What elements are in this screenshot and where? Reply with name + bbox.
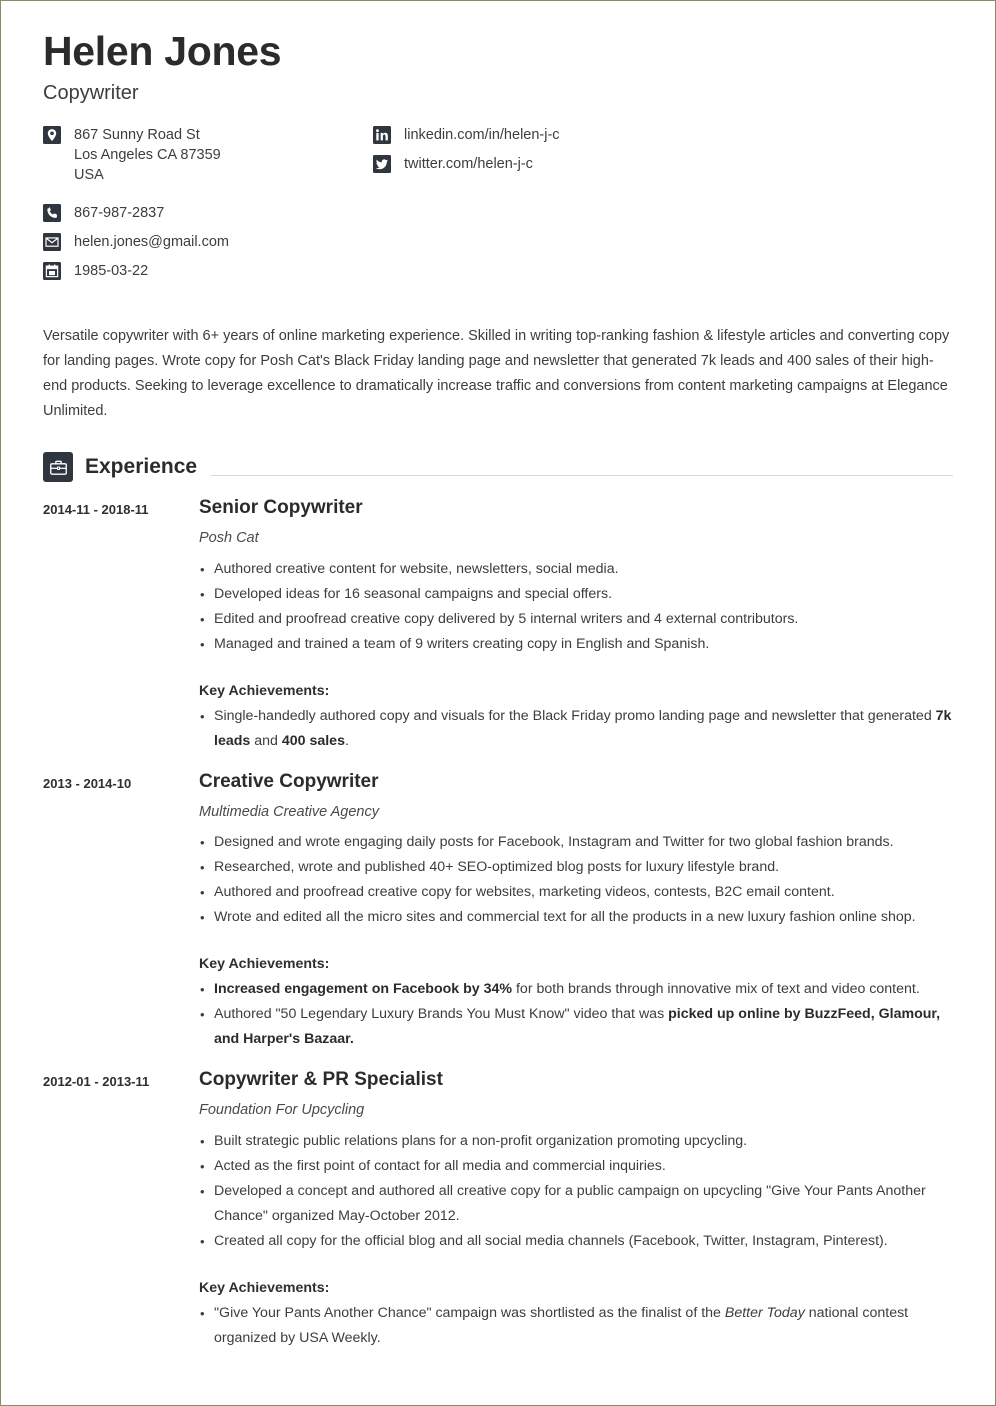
experience-dates: 2014-11 - 2018-11 [43, 502, 149, 518]
experience-company: Multimedia Creative Agency [199, 803, 379, 820]
birthdate-text: 1985-03-22 [74, 263, 149, 280]
contact-details [43, 125, 953, 290]
experience-bullet: • Researched, wrote and published 40+ SEO-optimized blog posts for luxury lifestyle brand. [199, 855, 953, 880]
linkedin-text[interactable]: linkedin.com/in/helen-j-c [404, 127, 560, 144]
calendar-icon [43, 262, 61, 280]
contact-linkedin[interactable] [373, 125, 953, 145]
contact-spacer [43, 194, 373, 203]
twitter-icon [373, 155, 391, 173]
page-title: Helen Jones [43, 28, 282, 74]
experience-bullet: • Authored creative content for website, newsletters, social media. [199, 557, 953, 582]
experience-dates: 2013 - 2014-10 [43, 775, 132, 791]
experience-entry [43, 770, 953, 1053]
experience-entry [43, 1068, 953, 1351]
key-achievement-item: • Single-handedly authored copy and visuals for the Black Friday promo landing page and newsletter that generated 7k leads and 400 sales. [199, 704, 953, 754]
section-title-experience: Experience [85, 455, 198, 479]
experience-body [199, 770, 953, 1053]
section-header-experience [43, 452, 953, 482]
experience-position: Senior Copywriter [199, 497, 363, 519]
contact-column-left [43, 125, 373, 290]
key-achievement-item: • "Give Your Pants Another Chance" campaign was shortlisted as the finalist of the Better Today national contest organized by USA Weekly. [199, 1301, 953, 1351]
key-achievements-label: Key Achievements: [199, 1280, 330, 1297]
experience-bullet: • Created all copy for the official blog and all social media channels (Facebook, Twitter, Instagram, Pinterest). [199, 1229, 953, 1254]
key-achievements-list [199, 1301, 953, 1351]
address-line-3: USA [74, 167, 104, 184]
address-text [74, 125, 221, 185]
experience-company: Posh Cat [199, 530, 259, 547]
experience-position: Copywriter & PR Specialist [199, 1069, 443, 1091]
resume-sheet [1, 1, 995, 1375]
twitter-text[interactable]: twitter.com/helen-j-c [404, 156, 533, 173]
address-line-1: 867 Sunny Road St [74, 127, 200, 144]
experience-bullet: • Edited and proofread creative copy delivered by 5 internal writers and 4 external contributors. [199, 607, 953, 632]
email-text: helen.jones@gmail.com [74, 234, 229, 251]
experience-bullet: • Managed and trained a team of 9 writers creating copy in English and Spanish. [199, 632, 953, 657]
section-divider [211, 475, 953, 476]
contact-phone [43, 203, 373, 223]
experience-bullet-list [199, 557, 953, 657]
experience-body [199, 496, 953, 754]
headline-job-title: Copywriter [43, 82, 139, 105]
briefcase-icon [43, 452, 73, 482]
experience-bullet: • Wrote and edited all the micro sites and commercial text for all the products in a new luxury fashion online shop. [199, 905, 953, 930]
experience-entry-gap [43, 1056, 953, 1068]
key-achievements-label: Key Achievements: [199, 682, 330, 699]
address-line-2: Los Angeles CA 87359 [74, 147, 221, 164]
experience-position: Creative Copywriter [199, 770, 379, 792]
phone-icon [43, 204, 61, 222]
linkedin-icon [373, 126, 391, 144]
contact-address [43, 125, 373, 185]
contact-email [43, 232, 373, 252]
experience-bullet: • Designed and wrote engaging daily posts for Facebook, Instagram and Twitter for two global fashion brands. [199, 830, 953, 855]
experience-bullet: • Acted as the first point of contact for all media and commercial inquiries. [199, 1154, 953, 1179]
key-achievement-item: • Authored "50 Legendary Luxury Brands You Must Know" video that was picked up online by BuzzFeed, Glamour, and Harper's Bazaar. [199, 1002, 953, 1052]
experience-bullet: • Developed ideas for 16 seasonal campaigns and special offers. [199, 582, 953, 607]
experience-bullet: • Authored and proofread creative copy for websites, marketing videos, contests, B2C email content. [199, 880, 953, 905]
key-achievements-list [199, 704, 953, 754]
contact-twitter[interactable] [373, 154, 953, 174]
phone-text: 867-987-2837 [74, 205, 165, 222]
contact-birthdate [43, 261, 373, 281]
key-achievements-list [199, 977, 953, 1052]
experience-dates: 2012-01 - 2013-11 [43, 1074, 150, 1090]
experience-bullet-list [199, 830, 953, 930]
experience-entry-gap [43, 758, 953, 770]
experience-bullet: • Built strategic public relations plans for a non-profit organization promoting upcycling. [199, 1129, 953, 1154]
experience-entry [43, 496, 953, 754]
experience-body [199, 1068, 953, 1351]
experience-list [43, 496, 953, 1351]
contact-column-right [373, 125, 953, 183]
experience-company: Foundation For Upcycling [199, 1102, 365, 1119]
experience-bullet: • Developed a concept and authored all creative copy for a public campaign on upcycling "Give Your Pants Another Chance" organized May-October 2012. [199, 1179, 953, 1229]
experience-bullet-list [199, 1129, 953, 1254]
key-achievement-item: • Increased engagement on Facebook by 34% for both brands through innovative mix of text and video content. [199, 977, 953, 1002]
envelope-icon [43, 233, 61, 251]
professional-summary: Versatile copywriter with 6+ years of online marketing experience. Skilled in writing top-ranking fashion & lifestyle articles and converting copy for landing pages. Wrote copy for Posh Cat's Black Friday landing page and newsletter that generated 7k leads and 400 sales of their high-end products. Seeking to leverage excellence to dramatically increase traffic and conversions from content marketing campaigns at Elegance Unlimited. [43, 328, 950, 420]
location-pin-icon [43, 126, 61, 144]
key-achievements-label: Key Achievements: [199, 956, 330, 973]
